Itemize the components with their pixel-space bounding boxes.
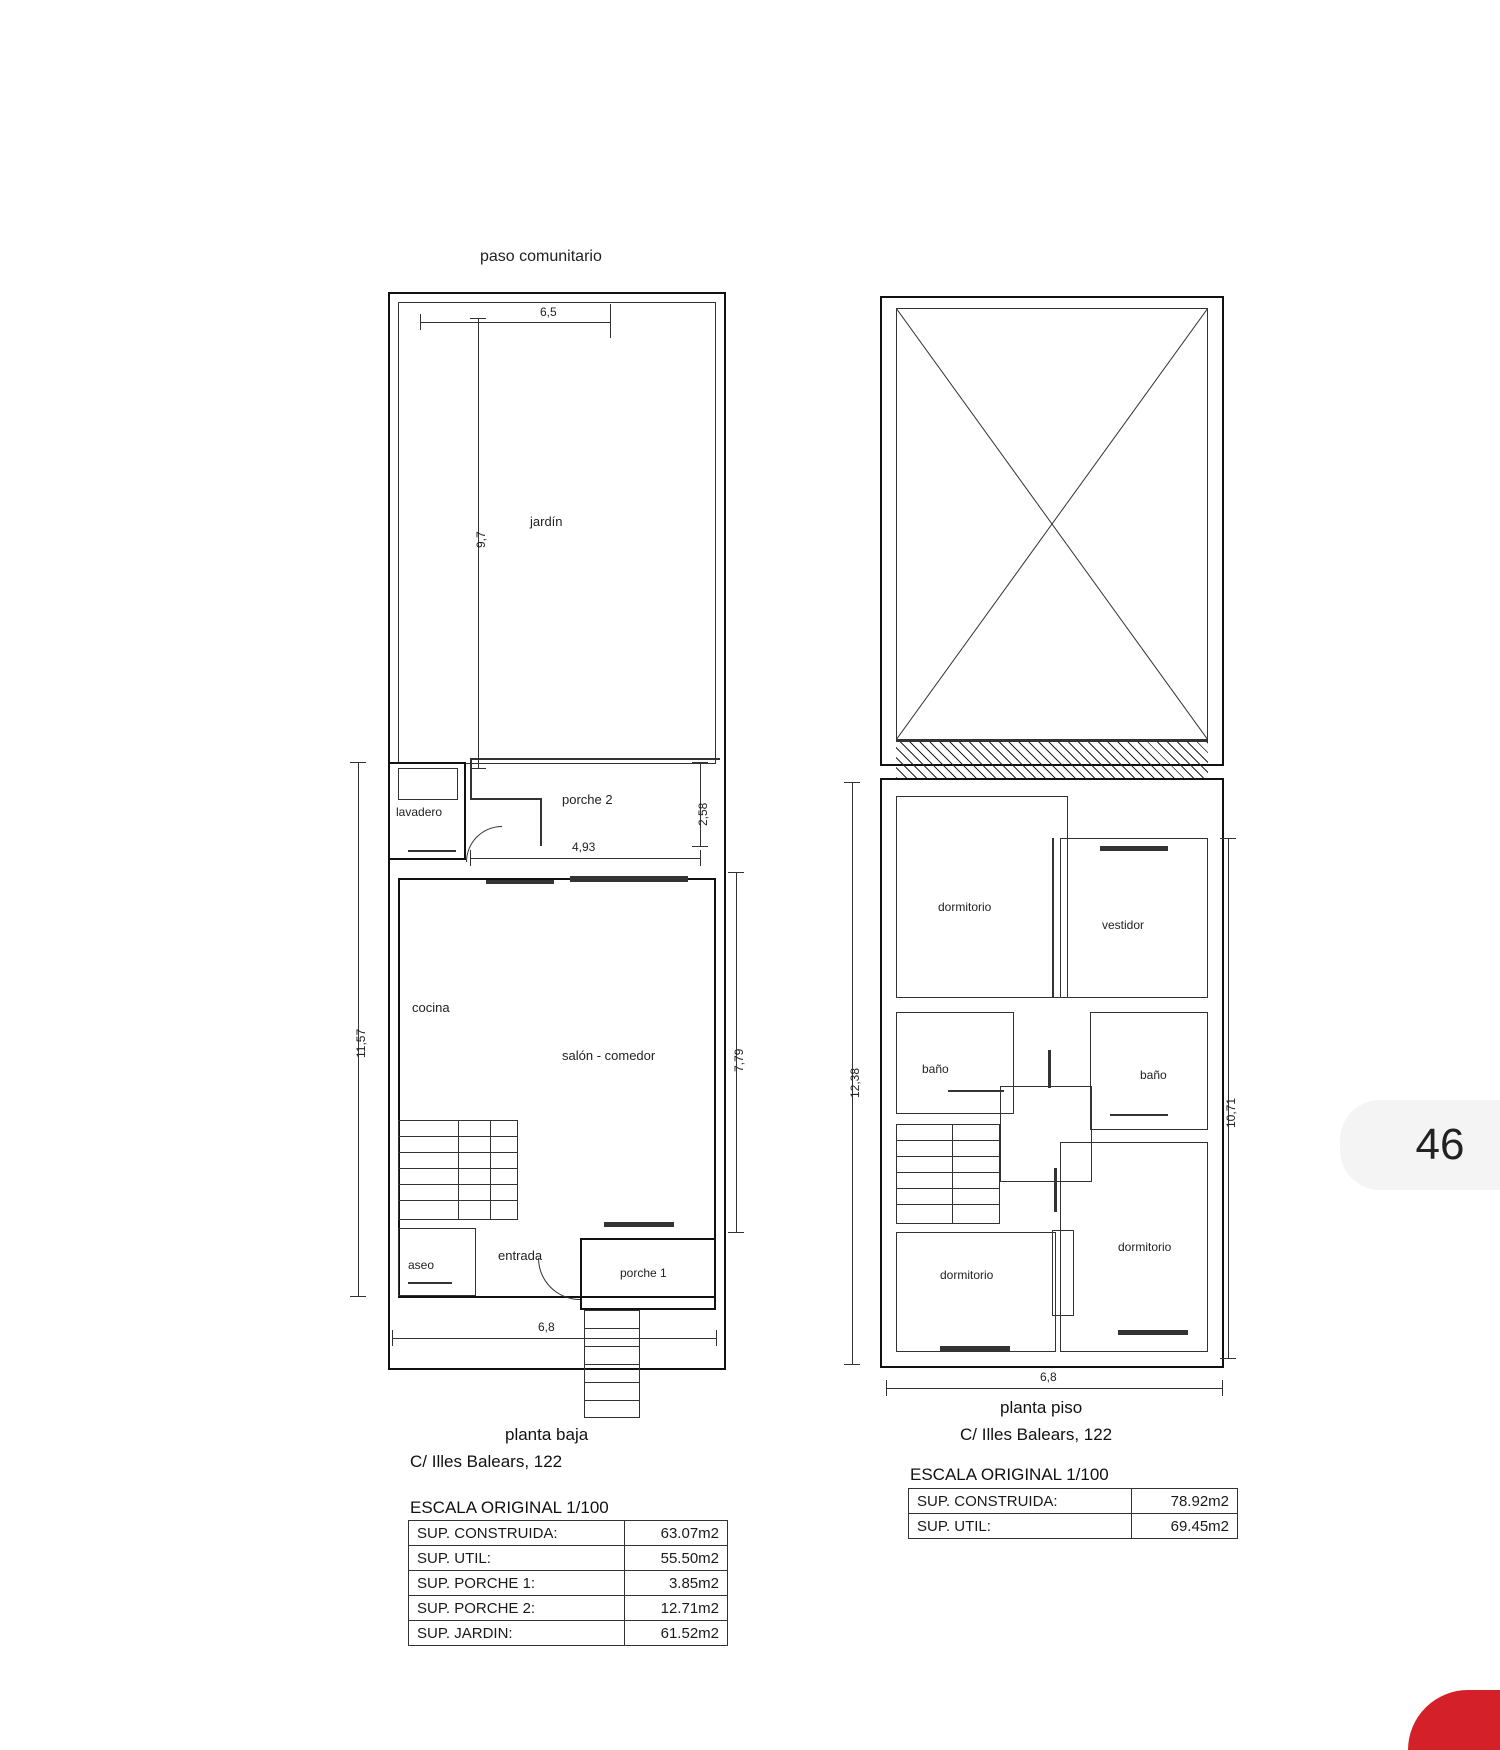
lavadero-door [408,850,456,852]
dim-4-93-line [470,858,700,859]
surface-value: 12.71m2 [624,1596,727,1621]
page-number: 46 [1415,1120,1465,1169]
dim-9-7-tick-bottom [470,768,486,769]
dim-6-5-tick-right [610,304,611,338]
surface-value: 78.92m2 [1131,1489,1237,1514]
porche2-step-vert [540,798,542,846]
room-label-vestidor: vestidor [1102,918,1145,932]
room-label-dormitorio-3: dormitorio [1118,1240,1172,1254]
surface-value: 61.52m2 [624,1621,727,1646]
table-row [409,1621,728,1646]
room-label-porche1: porche 1 [620,1266,667,1280]
right-plan-title: planta piso [1000,1398,1083,1417]
stair-step [896,1140,1000,1141]
dim-4-93-label: 4,93 [572,840,596,854]
left-plan-address: C/ Illes Balears, 122 [410,1452,563,1471]
dim-6-8-left-line [392,1338,716,1339]
surface-label: SUP. UTIL: [909,1514,1132,1539]
roof-hatch-band [896,742,1208,778]
left-plan-title: planta baja [505,1425,589,1444]
hatch-top-edge [896,740,1208,742]
room-label-jardin: jardín [530,514,563,529]
surface-label: SUP. PORCHE 2: [409,1596,625,1621]
roof-cross-lines [896,308,1208,740]
lavadero-inner [398,768,458,800]
first-stair-outline [896,1124,1000,1224]
ext-stair-step [584,1346,640,1347]
porche1-window [604,1222,674,1227]
dim-10-71-tick-top [1220,838,1236,839]
dim-9-7-tick-top [470,318,486,319]
stair-step [896,1172,1000,1173]
room-label-lavadero: lavadero [396,805,443,819]
dim-6-8-left-label: 6,8 [538,1320,555,1334]
dormitorio-2-outline [896,1232,1056,1352]
surface-label: SUP. JARDIN: [409,1621,625,1646]
dim-10-71-label: 10,71 [1224,1097,1238,1128]
dim-6-5-tick-left [420,314,421,330]
paso-comunitario-label: paso comunitario [480,248,602,265]
surface-label: SUP. PORCHE 1: [409,1571,625,1596]
dim-6-8-right-line [886,1388,1222,1389]
stair-step [896,1204,1000,1205]
dim-7-79-tick-bot [728,1232,744,1233]
stair-rail-2 [490,1120,491,1220]
vestidor-window [1100,846,1168,851]
dim-11-57-tick-bot [350,1296,366,1297]
bano-left-fixture [948,1090,1004,1092]
page-number-badge [1340,1100,1500,1190]
stair-step [896,1156,1000,1157]
room-label-dormitorio-1: dormitorio [938,900,992,914]
room-label-salon: salón - comedor [562,1048,656,1063]
ext-stair-step [584,1400,640,1401]
ext-stair-step [584,1364,640,1365]
dim-11-57-tick-top [350,762,366,763]
room-label-bano-left: baño [922,1062,949,1076]
hall-door-mark [1048,1050,1051,1088]
dim-6-5-line [420,322,610,323]
dim-12-38-label: 12,38 [848,1067,862,1098]
bano-right-fixture [1110,1114,1168,1116]
surface-label: SUP. CONSTRUIDA: [409,1521,625,1546]
dormitorio-2-window [940,1346,1010,1351]
table-row [409,1546,728,1571]
table-row [409,1596,728,1621]
dim-7-79-tick-top [728,872,744,873]
dim-11-57-label: 11,57 [354,1028,368,1058]
table-row [409,1571,728,1596]
dim-2-58-label: 2,58 [696,802,710,826]
window-mark-1 [486,880,554,884]
dim-2-58-tick-bot [692,846,708,847]
dim-6-5-label: 6,5 [540,305,557,319]
left-surface-table [408,1520,728,1646]
dormitorio-1-outline [896,796,1068,998]
ext-stair-step [584,1328,640,1329]
room-label-dormitorio-2: dormitorio [940,1268,994,1282]
hall-door-mark-2 [1054,1168,1057,1212]
dim-6-8-right-label: 6,8 [1040,1370,1057,1384]
dim-2-58-tick-top [692,762,708,763]
room-label-aseo: aseo [408,1258,435,1272]
dim-12-38-tick-top [844,782,860,783]
bano-left-outline [896,1012,1014,1114]
vestidor-divider [1052,838,1054,998]
right-plan-scale: ESCALA ORIGINAL 1/100 [910,1465,1109,1484]
dim-6-8-left-tick-l [392,1330,393,1346]
room-label-entrada: entrada [498,1248,543,1263]
room-label-porche2: porche 2 [562,792,613,807]
dim-6-8-left-tick-r [716,1330,717,1346]
porche2-top-wall [470,758,720,760]
dim-9-7-label: 9,7 [474,531,488,548]
aseo-fixture [408,1282,452,1284]
table-row [909,1514,1238,1539]
surface-value: 69.45m2 [1131,1514,1237,1539]
dim-7-79-label: 7,79 [732,1048,746,1072]
dim-12-38-tick-bot [844,1364,860,1365]
surface-label: SUP. CONSTRUIDA: [909,1489,1132,1514]
garden-outline [398,302,716,764]
red-corner-decoration [1408,1690,1500,1750]
ext-stair-step [584,1382,640,1383]
surface-label: SUP. UTIL: [409,1546,625,1571]
surface-value: 3.85m2 [624,1571,727,1596]
window-mark-2 [570,876,688,882]
porche2-left-wall [470,758,472,798]
right-plan-address: C/ Illes Balears, 122 [960,1425,1113,1444]
left-plan-scale: ESCALA ORIGINAL 1/100 [410,1498,609,1517]
room-label-bano-right: baño [1140,1068,1167,1082]
dormitorio-3-window [1118,1330,1188,1335]
table-row [409,1521,728,1546]
closet-mark [1052,1230,1074,1316]
surface-value: 63.07m2 [624,1521,727,1546]
porche2-step-wall [470,798,540,800]
dim-10-71-tick-bot [1220,1358,1236,1359]
stair-step [896,1188,1000,1189]
stair-rail [458,1120,459,1220]
dim-6-8-right-tick-r [1222,1380,1223,1396]
right-surface-table [908,1488,1238,1539]
dim-4-93-tick-r [700,850,701,866]
dim-6-8-right-tick-l [886,1380,887,1396]
table-row [909,1489,1238,1514]
surface-value: 55.50m2 [624,1546,727,1571]
room-label-cocina: cocina [412,1000,450,1015]
first-stair-rail [952,1124,953,1224]
